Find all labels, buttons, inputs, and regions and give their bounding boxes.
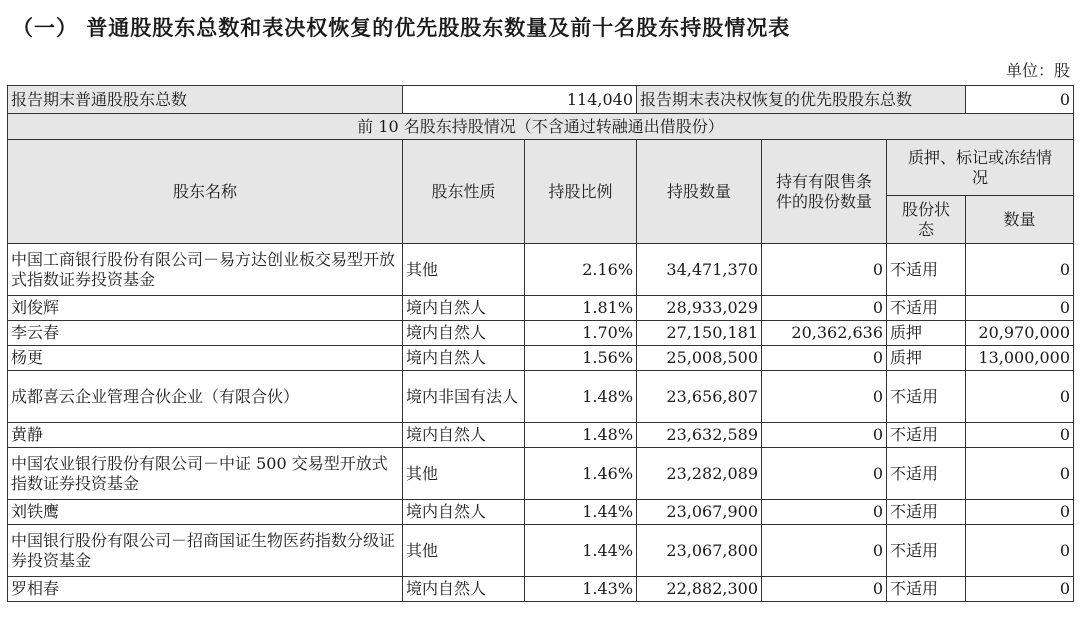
- table-row: [8, 577, 1074, 602]
- shareholder-nature: 境内自然人: [403, 346, 525, 371]
- header-status: 股份状态: [887, 196, 966, 244]
- table-row: [8, 296, 1074, 321]
- table-row: [8, 525, 1074, 577]
- section-title-row: [8, 114, 1074, 140]
- pledge-quantity: 13,000,000: [966, 346, 1074, 371]
- holding-ratio: 1.81%: [525, 296, 637, 321]
- holding-quantity: 23,632,589: [637, 423, 762, 448]
- holding-ratio: 1.48%: [525, 423, 637, 448]
- unit-label: 单位：股: [1005, 61, 1070, 80]
- share-status: 不适用: [887, 244, 966, 296]
- pledge-quantity: 0: [966, 500, 1074, 525]
- holding-quantity: 27,150,181: [637, 321, 762, 346]
- preferred-holders-label: 报告期末表决权恢复的优先股股东总数: [637, 86, 966, 114]
- share-status: 质押: [887, 321, 966, 346]
- shareholder-nature: 境内自然人: [403, 577, 525, 602]
- table-row: [8, 321, 1074, 346]
- shareholder-name: 罗相春: [8, 577, 403, 602]
- section-title: 前 10 名股东持股情况（不含通过转融通出借股份）: [8, 114, 1074, 140]
- share-status: 不适用: [887, 577, 966, 602]
- header-pledge-qty: 数量: [966, 196, 1074, 244]
- pledge-quantity: 20,970,000: [966, 321, 1074, 346]
- holding-quantity: 23,067,800: [637, 525, 762, 577]
- table-row: [8, 244, 1074, 296]
- restricted-shares: 0: [762, 296, 887, 321]
- share-status: 不适用: [887, 525, 966, 577]
- holding-ratio: 1.48%: [525, 371, 637, 423]
- pledge-quantity: 0: [966, 244, 1074, 296]
- table-row: [8, 500, 1074, 525]
- shareholder-nature: 境内自然人: [403, 321, 525, 346]
- holding-quantity: 34,471,370: [637, 244, 762, 296]
- header-name: 股东名称: [8, 140, 403, 244]
- page-title: （一） 普通股股东总数和表决权恢复的优先股股东数量及前十名股东持股情况表: [12, 15, 791, 40]
- shareholder-nature: 境内自然人: [403, 296, 525, 321]
- holding-ratio: 1.70%: [525, 321, 637, 346]
- holding-quantity: 23,282,089: [637, 448, 762, 500]
- share-status: 不适用: [887, 296, 966, 321]
- restricted-shares: 0: [762, 525, 887, 577]
- restricted-shares: 0: [762, 371, 887, 423]
- shareholder-name: 黄静: [8, 423, 403, 448]
- restricted-shares: 0: [762, 577, 887, 602]
- restricted-shares: 0: [762, 448, 887, 500]
- shareholder-nature: 境内自然人: [403, 500, 525, 525]
- restricted-shares: 0: [762, 423, 887, 448]
- share-status: 不适用: [887, 371, 966, 423]
- preferred-holders-value: 0: [966, 86, 1074, 114]
- shareholder-name: 中国农业银行股份有限公司－中证 500 交易型开放式指数证券投资基金: [8, 448, 403, 500]
- share-status: 不适用: [887, 448, 966, 500]
- shareholder-name: 中国工商银行股份有限公司－易方达创业板交易型开放式指数证券投资基金: [8, 244, 403, 296]
- shareholder-nature: 其他: [403, 244, 525, 296]
- shareholder-name: 成都喜云企业管理合伙企业（有限合伙）: [8, 371, 403, 423]
- table-row: [8, 371, 1074, 423]
- shareholder-name: 中国银行股份有限公司－招商国证生物医药指数分级证券投资基金: [8, 525, 403, 577]
- restricted-shares: 0: [762, 346, 887, 371]
- pledge-quantity: 0: [966, 296, 1074, 321]
- holding-ratio: 1.43%: [525, 577, 637, 602]
- share-status: 不适用: [887, 423, 966, 448]
- holding-ratio: 1.46%: [525, 448, 637, 500]
- shareholder-nature: 其他: [403, 525, 525, 577]
- holding-ratio: 2.16%: [525, 244, 637, 296]
- holding-quantity: 23,656,807: [637, 371, 762, 423]
- holding-quantity: 22,882,300: [637, 577, 762, 602]
- holding-ratio: 1.44%: [525, 500, 637, 525]
- pledge-quantity: 0: [966, 577, 1074, 602]
- shareholder-name: 杨更: [8, 346, 403, 371]
- pledge-quantity: 0: [966, 371, 1074, 423]
- holding-ratio: 1.44%: [525, 525, 637, 577]
- share-status: 质押: [887, 346, 966, 371]
- holding-ratio: 1.56%: [525, 346, 637, 371]
- restricted-shares: 20,362,636: [762, 321, 887, 346]
- holding-quantity: 25,008,500: [637, 346, 762, 371]
- shareholder-nature: 其他: [403, 448, 525, 500]
- shareholder-name: 刘铁鹰: [8, 500, 403, 525]
- shareholder-nature: 境内自然人: [403, 423, 525, 448]
- pledge-quantity: 0: [966, 525, 1074, 577]
- table-row: [8, 423, 1074, 448]
- header-pledge-group: 质押、标记或冻结情况: [887, 140, 1074, 196]
- table-row: [8, 448, 1074, 500]
- total-holders-label: 报告期末普通股股东总数: [8, 86, 403, 114]
- pledge-quantity: 0: [966, 448, 1074, 500]
- summary-row: [8, 86, 1074, 114]
- header-row-1: [8, 140, 1074, 196]
- total-holders-value: 114,040: [403, 86, 637, 114]
- header-ratio: 持股比例: [525, 140, 637, 244]
- restricted-shares: 0: [762, 244, 887, 296]
- shareholder-name: 李云春: [8, 321, 403, 346]
- pledge-quantity: 0: [966, 423, 1074, 448]
- shareholder-name: 刘俊辉: [8, 296, 403, 321]
- share-status: 不适用: [887, 500, 966, 525]
- header-restricted: 持有有限售条件的股份数量: [762, 140, 887, 244]
- header-quantity: 持股数量: [637, 140, 762, 244]
- header-nature: 股东性质: [403, 140, 525, 244]
- data-rows: [8, 244, 1074, 602]
- holding-quantity: 23,067,900: [637, 500, 762, 525]
- holding-quantity: 28,933,029: [637, 296, 762, 321]
- shareholder-table: [7, 85, 1074, 602]
- shareholder-nature: 境内非国有法人: [403, 371, 525, 423]
- table-row: [8, 346, 1074, 371]
- restricted-shares: 0: [762, 500, 887, 525]
